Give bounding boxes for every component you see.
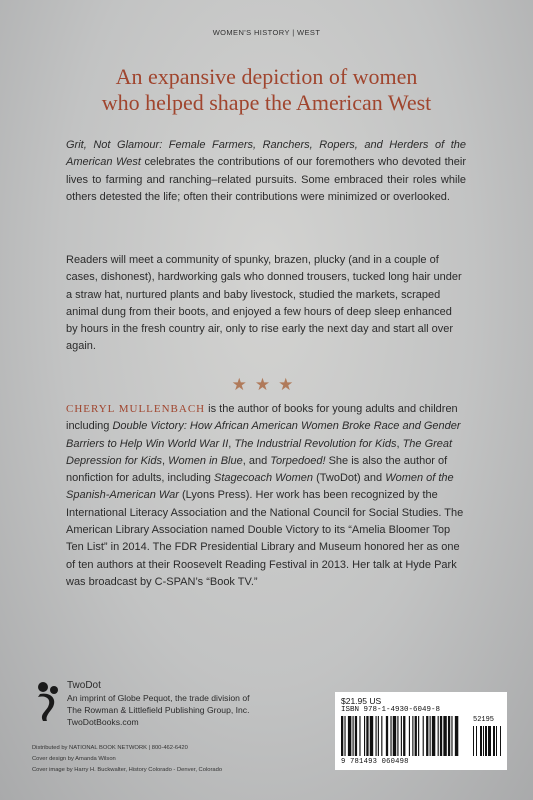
book-title-italic: Grit, Not Glamour: Female Farmers, Ranchers, Ropers, and Herders of the American West bbox=[66, 139, 466, 169]
book-title: The Great Depression for Kids bbox=[66, 437, 453, 467]
bio-text: , bbox=[396, 437, 403, 450]
book-title: Double Victory: How African American Women Broke Race and Gender Barriers to Help Win World War II bbox=[66, 420, 461, 450]
publisher-line: The Rowman & Littlefield Publishing Group, Inc. bbox=[67, 705, 250, 715]
author-name: CHERYL MULLENBACH bbox=[66, 403, 206, 415]
description-paragraph bbox=[66, 137, 466, 206]
bio-text: (TwoDot) and bbox=[313, 472, 386, 485]
author-bio bbox=[66, 401, 466, 591]
description-paragraph-2: Readers will meet a community of spunky, brazen, plucky (and in a couple of cases, dishonest), hardworking gals who donned trousers, tucked long hair under a straw hat, nurtured plants and baby livestock, studied the markets, scraped animal dung from their boots, and enjoyed a few hours of deep sleep enhanced by hours in the fresh country air, only to rise early the next day and start all over again. bbox=[66, 254, 462, 353]
bio-text: , bbox=[228, 437, 235, 450]
image-credit: Cover image by Harry H. Buckwalter, History Colorado - Denver, Colorado bbox=[32, 767, 223, 773]
barcode-icon bbox=[341, 716, 501, 758]
twodot-logo-icon bbox=[34, 681, 62, 723]
book-title: The Industrial Revolution for Kids bbox=[234, 437, 397, 450]
bio-text: She is also the author of nonfiction for adults, including bbox=[66, 454, 448, 485]
bio-text: is the author of books for young adults and children including bbox=[66, 403, 458, 433]
distributor-credit: Distributed by NATIONAL BOOK NETWORK | 800-462-6420 bbox=[32, 745, 188, 751]
category-label: WOMEN'S HISTORY | WEST bbox=[212, 28, 321, 37]
price-addon-number: 52195 bbox=[473, 716, 495, 724]
book-title: Stagecoach Women bbox=[213, 472, 314, 485]
price-label: $21.95 US bbox=[341, 696, 382, 706]
bio-text: , and bbox=[242, 454, 271, 467]
ean-digits: 9 781493 060498 bbox=[341, 758, 409, 766]
design-credit: Cover design by Amanda Wilson bbox=[32, 756, 116, 762]
bio-text: (Lyons Press). Her work has been recognized by the International Literacy Association and the National Council for Social Studies. The American Library Association named Double Victory to its “Amelia Bloomer Top Ten List” in 2014. The FDR Presidential Library and Museum honored her as one of ten authors at their Roosevelt Reading Festival in 2013. Her talk at Hyde Park was broadcast by C-SPAN’s “Book TV.” bbox=[66, 489, 464, 588]
headline-line-2: who helped shape the American West bbox=[101, 90, 432, 115]
star-divider: ★★★ bbox=[231, 375, 302, 394]
bio-text: , bbox=[162, 454, 169, 467]
headline bbox=[30, 64, 503, 116]
publisher-name: TwoDot bbox=[67, 680, 101, 691]
book-title: Torpedoed! bbox=[270, 454, 326, 467]
description-text: celebrates the contributions of our foremothers who devoted their lives to farming and ranching–related pursuits. Some embraced their roles while others detested the life; often their contributions were minimized or overlooked. bbox=[66, 156, 467, 203]
publisher-line: An imprint of Globe Pequot, the trade division of bbox=[67, 693, 250, 703]
headline-line-1: An expansive depiction of women bbox=[115, 64, 418, 89]
isbn-label: ISBN 978-1-4930-6049-8 bbox=[341, 706, 441, 714]
barcode-box bbox=[335, 692, 507, 770]
publisher-url: TwoDotBooks.com bbox=[67, 717, 139, 727]
book-title: Women of the Spanish-American War bbox=[66, 472, 454, 502]
book-title: Women in Blue bbox=[168, 454, 243, 467]
